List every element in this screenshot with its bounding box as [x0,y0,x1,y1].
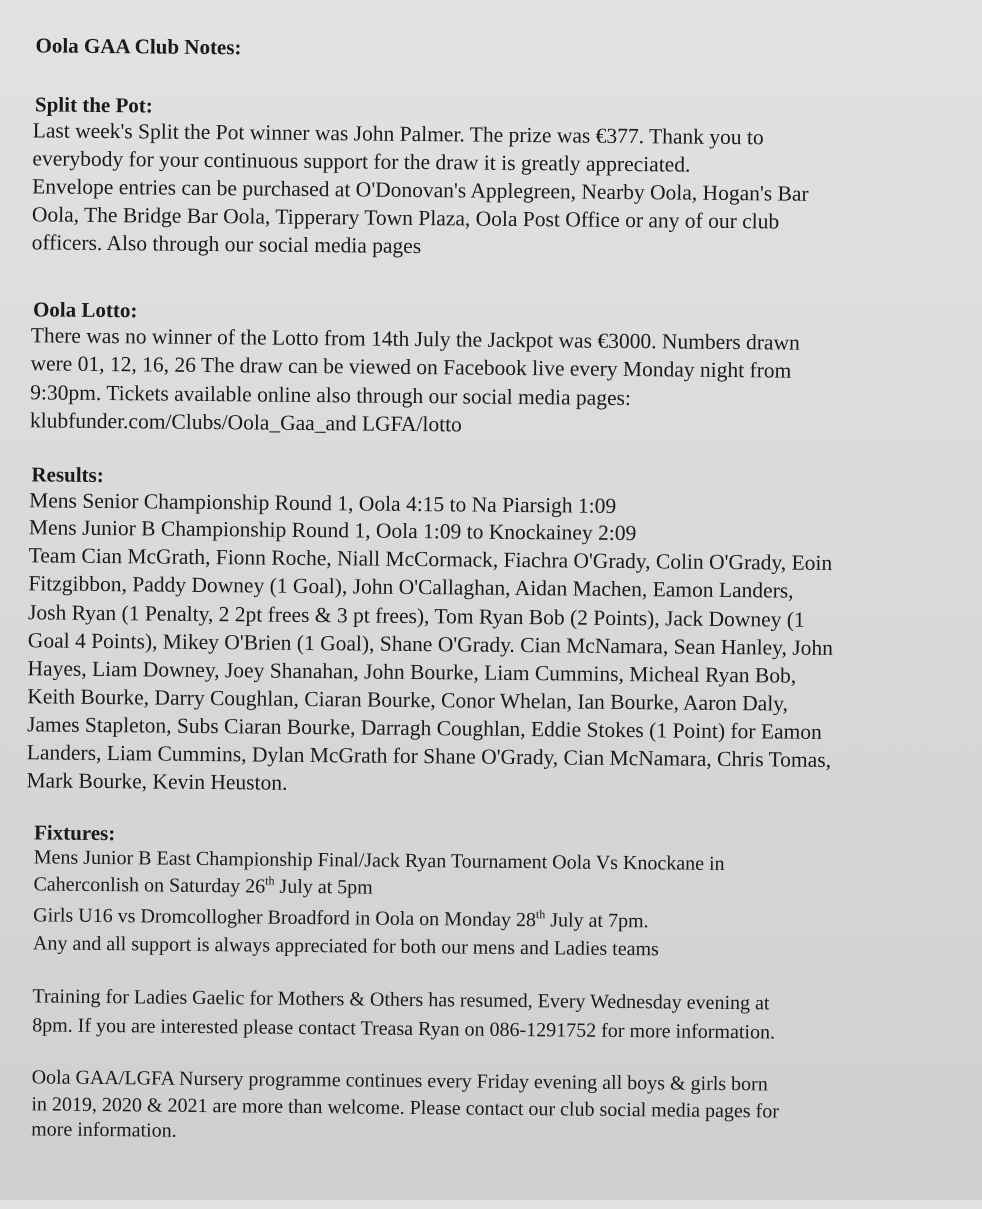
ordinal-suffix: th [535,907,546,922]
results-line: Landers, Liam Cummins, Dylan McGrath for Shane O'Grady, Cian McNamara, Chris Tomas, [26,740,832,773]
fixtures-text: Caherconlish on Saturday 26 [33,873,266,898]
results-line: James Stapleton, Subs Ciaran Bourke, Darragh Coughlan, Eddie Stokes (1 Point) for Eamon [26,712,822,744]
fixtures-text: Girls U16 vs Dromcollogher Broadford in Oola on Monday 28 [33,904,537,932]
training-line: 8pm. If you are interested please contact Treasa Ryan on 086-1291752 for more information. [32,1014,776,1044]
results-line: Josh Ryan (1 Penalty, 2 2pt frees & 3 pt frees), Tom Ryan Bob (2 Points), Jack Downey (1 [28,600,805,632]
fixtures-text: July at 5pm [274,875,373,899]
lotto-line: 9:30pm. Tickets available online also through our social media pages: [30,380,632,411]
results-line: Hayes, Liam Downey, Joey Shanahan, John Bourke, Liam Cummins, Micheal Ryan Bob, [27,656,797,688]
lotto-heading: Oola Lotto: [32,297,138,323]
results-line: Team Cian McGrath, Fionn Roche, Niall McCormack, Fiachra O'Grady, Colin O'Grady, Eoin [28,543,833,576]
lotto-line: There was no winner of the Lotto from 14th July the Jackpot was €3000. Numbers drawn [30,323,800,355]
nursery-line: Oola GAA/LGFA Nursery programme continues every Friday evening all boys & girls born [31,1066,768,1096]
fixtures-line [33,873,373,899]
fixtures-heading: Fixtures: [33,820,116,846]
split-the-pot-line: officers. Also through our social media pages [31,230,422,259]
fixtures-line: Mens Junior B East Championship Final/Jack Ryan Tournament Oola Vs Knockane in [33,846,725,875]
fixtures-line: Any and all support is always appreciated for both our mens and Ladies teams [32,932,659,961]
results-line: Mens Junior B Championship Round 1, Oola 1:09 to Knockainey 2:09 [28,515,637,546]
fixtures-line [33,904,649,933]
results-heading: Results: [31,462,104,488]
results-line: Mens Senior Championship Round 1, Oola 4:15 to Na Piarsigh 1:09 [29,488,617,518]
split-the-pot-line: Oola, The Bridge Bar Oola, Tipperary Town Plaza, Oola Post Office or any of our club [31,202,780,234]
fixtures-text: July at 7pm. [545,909,649,933]
split-the-pot-line: Last week's Split the Pot winner was John Palmer. The prize was €377. Thank you to [32,118,764,150]
split-the-pot-line: everybody for your continuous support for the draw it is greatly appreciated. [32,146,691,177]
results-line: Fitzgibbon, Paddy Downey (1 Goal), John O'Callaghan, Aidan Machen, Eamon Landers, [28,571,794,603]
document-title: Oola GAA Club Notes: [35,33,242,60]
split-the-pot-line: Envelope entries can be purchased at O'Donovan's Applegreen, Nearby Oola, Hogan's Bar [32,174,809,206]
nursery-line: more information. [31,1118,177,1142]
results-line: Goal 4 Points), Mikey O'Brien (1 Goal), Shane O'Grady. Cian McNamara, Sean Hanley, John [27,628,834,661]
lotto-line: klubfunder.com/Clubs/Oola_Gaa_and LGFA/lotto [29,408,462,437]
lotto-line: were 01, 12, 16, 26 The draw can be viewed on Facebook live every Monday night from [30,351,792,383]
ordinal-suffix: th [265,873,275,888]
results-line: Keith Bourke, Darry Coughlan, Ciaran Bourke, Conor Whelan, Ian Bourke, Aaron Daly, [27,684,789,716]
results-line: Mark Bourke, Kevin Heuston. [26,768,288,795]
nursery-line: in 2019, 2020 & 2021 are more than welcome. Please contact our club social media pages for [31,1093,780,1123]
split-the-pot-heading: Split the Pot: [34,92,153,118]
training-line: Training for Ladies Gaelic for Mothers & Others has resumed, Every Wednesday evening at [32,985,770,1015]
